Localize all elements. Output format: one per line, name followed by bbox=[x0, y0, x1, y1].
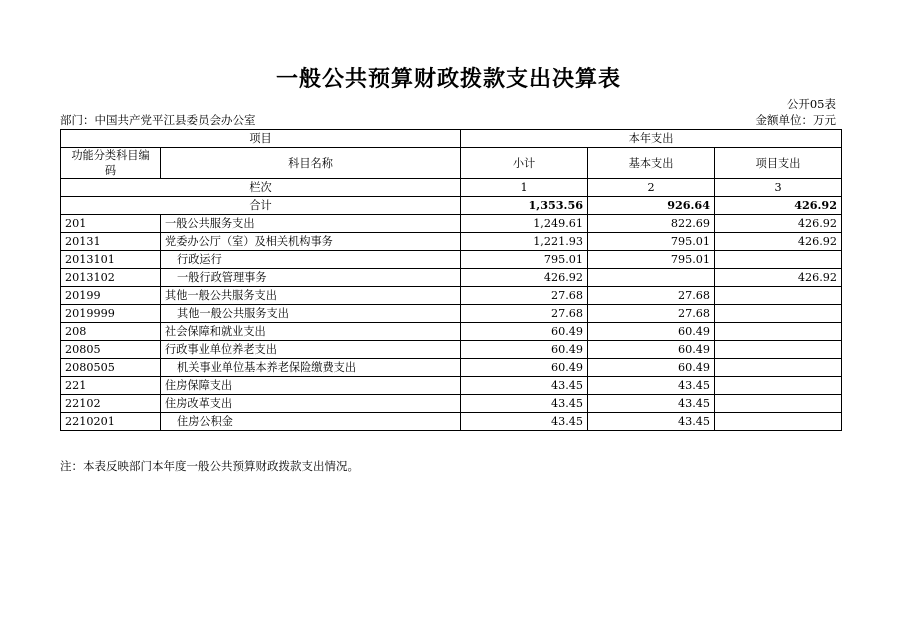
row-project bbox=[715, 323, 842, 341]
row-subtotal: 27.68 bbox=[461, 305, 588, 323]
column-index-label: 栏次 bbox=[61, 179, 461, 197]
row-subtotal: 60.49 bbox=[461, 359, 588, 377]
row-project bbox=[715, 341, 842, 359]
table-row bbox=[61, 269, 842, 287]
table-row bbox=[61, 251, 842, 269]
row-name: 其他一般公共服务支出 bbox=[161, 305, 461, 323]
row-code: 2210201 bbox=[61, 413, 161, 431]
header-func-code: 功能分类科目编码 bbox=[61, 148, 161, 179]
row-subtotal: 795.01 bbox=[461, 251, 588, 269]
row-basic: 43.45 bbox=[588, 413, 715, 431]
row-basic: 822.69 bbox=[588, 215, 715, 233]
header-basic: 基本支出 bbox=[588, 148, 715, 179]
row-name: 一般行政管理事务 bbox=[161, 269, 461, 287]
row-basic: 27.68 bbox=[588, 305, 715, 323]
row-subtotal: 60.49 bbox=[461, 341, 588, 359]
row-code: 22102 bbox=[61, 395, 161, 413]
row-code: 2013102 bbox=[61, 269, 161, 287]
row-project: 426.92 bbox=[715, 233, 842, 251]
row-code: 201 bbox=[61, 215, 161, 233]
row-name: 党委办公厅（室）及相关机构事务 bbox=[161, 233, 461, 251]
footnote: 注：本表反映部门本年度一般公共预算财政拨款支出情况。 bbox=[60, 459, 359, 473]
row-project bbox=[715, 359, 842, 377]
row-basic bbox=[588, 269, 715, 287]
row-code: 2013101 bbox=[61, 251, 161, 269]
row-project bbox=[715, 395, 842, 413]
header-row-group bbox=[61, 130, 842, 148]
row-name: 住房保障支出 bbox=[161, 377, 461, 395]
row-subtotal: 60.49 bbox=[461, 323, 588, 341]
row-basic: 27.68 bbox=[588, 287, 715, 305]
column-index-1: 1 bbox=[461, 179, 588, 197]
row-code: 20199 bbox=[61, 287, 161, 305]
total-row bbox=[61, 197, 842, 215]
row-basic: 60.49 bbox=[588, 323, 715, 341]
header-row-columns bbox=[61, 148, 842, 179]
header-item: 项目 bbox=[61, 130, 461, 148]
table-row bbox=[61, 323, 842, 341]
row-subtotal: 1,249.61 bbox=[461, 215, 588, 233]
total-basic: 926.64 bbox=[588, 197, 715, 215]
row-subtotal: 1,221.93 bbox=[461, 233, 588, 251]
row-name: 行政运行 bbox=[161, 251, 461, 269]
table-row bbox=[61, 377, 842, 395]
expenditure-table bbox=[60, 129, 842, 431]
row-code: 20131 bbox=[61, 233, 161, 251]
row-basic: 43.45 bbox=[588, 395, 715, 413]
row-code: 208 bbox=[61, 323, 161, 341]
form-number: 公开05表 bbox=[786, 97, 836, 111]
row-name: 其他一般公共服务支出 bbox=[161, 287, 461, 305]
header-subject-name: 科目名称 bbox=[161, 148, 461, 179]
row-project bbox=[715, 413, 842, 431]
row-code: 2080505 bbox=[61, 359, 161, 377]
table-row bbox=[61, 341, 842, 359]
row-name: 一般公共服务支出 bbox=[161, 215, 461, 233]
row-project bbox=[715, 251, 842, 269]
table-row bbox=[61, 305, 842, 323]
row-project: 426.92 bbox=[715, 269, 842, 287]
header-project: 项目支出 bbox=[715, 148, 842, 179]
row-project bbox=[715, 305, 842, 323]
row-project bbox=[715, 377, 842, 395]
row-subtotal: 426.92 bbox=[461, 269, 588, 287]
department-label: 部门：中国共产党平江县委员会办公室 bbox=[60, 113, 256, 127]
table-row bbox=[61, 233, 842, 251]
column-index-row bbox=[61, 179, 842, 197]
column-index-3: 3 bbox=[715, 179, 842, 197]
row-subtotal: 43.45 bbox=[461, 377, 588, 395]
header-current-year: 本年支出 bbox=[461, 130, 842, 148]
row-basic: 795.01 bbox=[588, 233, 715, 251]
row-project: 426.92 bbox=[715, 215, 842, 233]
row-name: 社会保障和就业支出 bbox=[161, 323, 461, 341]
total-project: 426.92 bbox=[715, 197, 842, 215]
row-code: 221 bbox=[61, 377, 161, 395]
row-basic: 60.49 bbox=[588, 341, 715, 359]
table-row bbox=[61, 359, 842, 377]
table-row bbox=[61, 215, 842, 233]
table-body bbox=[61, 130, 842, 431]
row-name: 行政事业单位养老支出 bbox=[161, 341, 461, 359]
row-subtotal: 43.45 bbox=[461, 413, 588, 431]
table-row bbox=[61, 395, 842, 413]
row-project bbox=[715, 287, 842, 305]
row-name: 机关事业单位基本养老保险缴费支出 bbox=[161, 359, 461, 377]
row-subtotal: 43.45 bbox=[461, 395, 588, 413]
amount-unit-label: 金额单位：万元 bbox=[755, 113, 836, 127]
total-label: 合计 bbox=[61, 197, 461, 215]
total-subtotal: 1,353.56 bbox=[461, 197, 588, 215]
table-row bbox=[61, 287, 842, 305]
column-index-2: 2 bbox=[588, 179, 715, 197]
row-name: 住房改革支出 bbox=[161, 395, 461, 413]
row-basic: 43.45 bbox=[588, 377, 715, 395]
row-name: 住房公积金 bbox=[161, 413, 461, 431]
row-basic: 795.01 bbox=[588, 251, 715, 269]
row-code: 2019999 bbox=[61, 305, 161, 323]
report-title: 一般公共预算财政拨款支出决算表 bbox=[275, 67, 621, 92]
row-basic: 60.49 bbox=[588, 359, 715, 377]
row-code: 20805 bbox=[61, 341, 161, 359]
header-subtotal: 小计 bbox=[461, 148, 588, 179]
table-row bbox=[61, 413, 842, 431]
row-subtotal: 27.68 bbox=[461, 287, 588, 305]
